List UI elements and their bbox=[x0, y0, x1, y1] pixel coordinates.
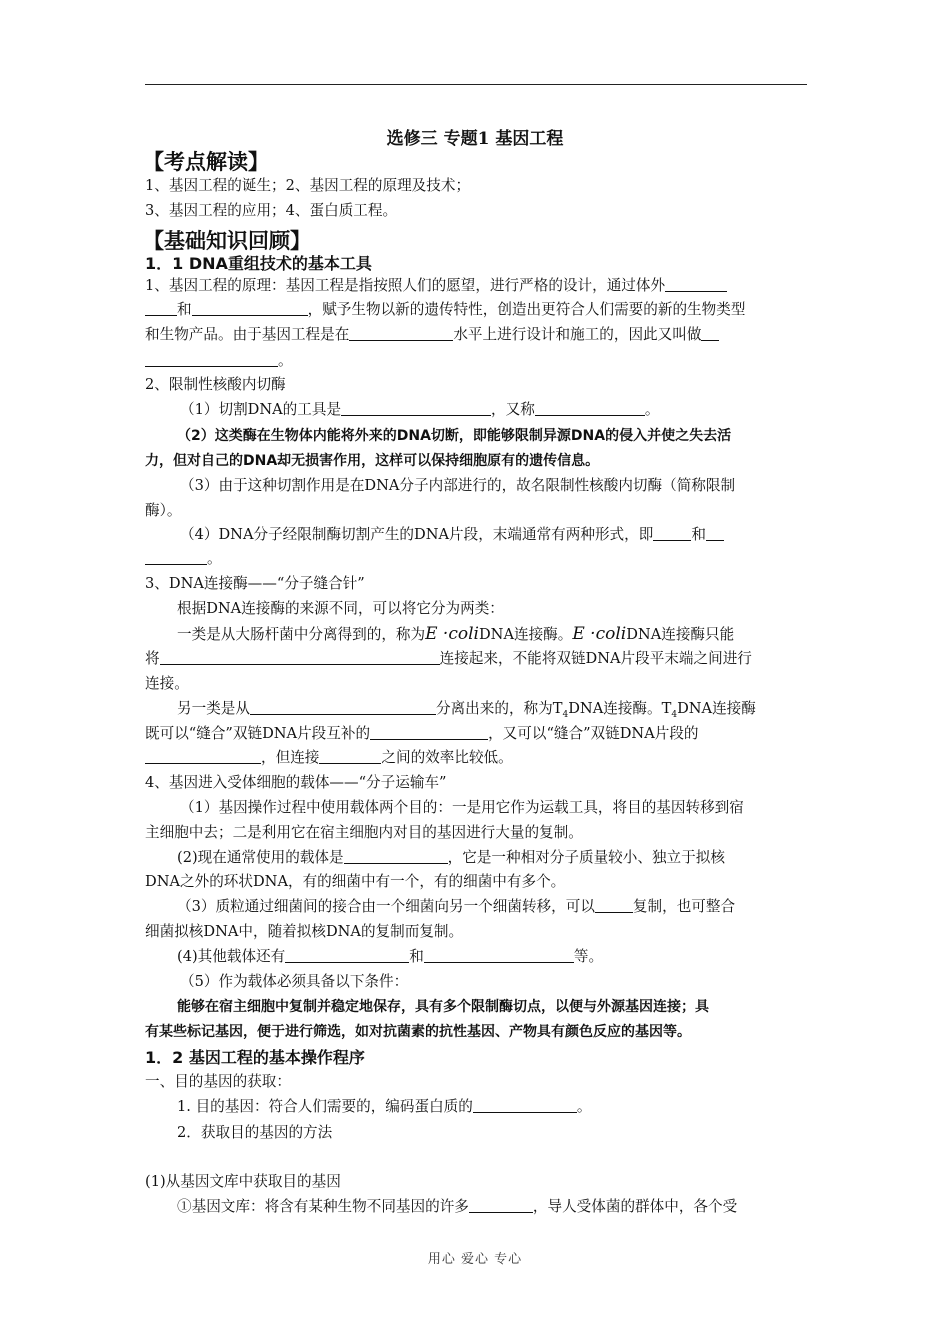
fill-blank[interactable] bbox=[145, 300, 177, 316]
text: (4)其他载体还有 bbox=[177, 948, 286, 965]
fill-blank[interactable] bbox=[665, 276, 727, 292]
text: 分离出来的，称为T bbox=[435, 700, 563, 717]
fill-blank[interactable] bbox=[160, 649, 440, 665]
fill-blank[interactable] bbox=[706, 525, 724, 541]
text: 等。 bbox=[573, 948, 604, 965]
item-heading: 一、目的基因的获取： bbox=[145, 1073, 291, 1090]
text: 和生物产品。由于基因工程是在 bbox=[145, 326, 350, 343]
fill-blank[interactable] bbox=[424, 947, 574, 963]
paragraph-line bbox=[145, 323, 810, 347]
fill-blank[interactable] bbox=[595, 897, 633, 913]
page-title: 选修三 专题1 基因工程 bbox=[386, 129, 564, 149]
item-heading: 2、限制性核酸内切酶 bbox=[145, 376, 286, 393]
text: DNA连接酶只能 bbox=[626, 626, 735, 643]
paragraph-line: 细菌拟核DNA中，随着拟核DNA的复制而复制。 bbox=[145, 923, 464, 940]
text: ，它是一种相对分子质量较小、独立于拟核 bbox=[447, 849, 725, 866]
text: 1、基因工程的原理：基因工程是指按照人们的愿望，进行严格的设计，通过体外 bbox=[145, 277, 666, 294]
fill-blank[interactable] bbox=[473, 1097, 577, 1113]
text: 和 bbox=[409, 948, 424, 965]
text: DNA连接酶。T bbox=[568, 700, 672, 717]
text: 一类是从大肠杆菌中分离得到的，称为 bbox=[177, 626, 426, 643]
text: 1. 目的基因：符合人们需要的，编码蛋白质的 bbox=[177, 1098, 473, 1115]
fill-blank[interactable] bbox=[145, 351, 278, 367]
section-heading-kaodian: 【考点解读】 bbox=[143, 150, 269, 174]
fill-blank[interactable] bbox=[341, 400, 491, 416]
paragraph-line bbox=[145, 547, 810, 571]
text: ①基因文库：将含有某种生物不同基因的许多 bbox=[177, 1198, 469, 1215]
text: 。 bbox=[576, 1098, 592, 1115]
text: 和 bbox=[691, 526, 706, 543]
kaodian-line-1: 1、基因工程的诞生；2、基因工程的原理及技术； bbox=[145, 177, 471, 194]
paragraph-line bbox=[180, 398, 845, 422]
fill-blank[interactable] bbox=[145, 748, 261, 764]
subsection-heading-1-1: 1．1 DNA重组技术的基本工具 bbox=[145, 254, 372, 273]
paragraph-line: （5）作为载体必须具备以下条件： bbox=[180, 973, 409, 990]
text: ，但连接 bbox=[261, 749, 320, 766]
paragraph-line bbox=[145, 722, 810, 746]
subscript: 4 bbox=[562, 709, 569, 720]
paragraph-line: 连接。 bbox=[145, 675, 189, 692]
text: 。 bbox=[207, 550, 222, 567]
ecoli-term: E ·coli bbox=[425, 624, 479, 644]
paragraph-line bbox=[145, 746, 810, 770]
text: (2)现在通常使用的载体是 bbox=[177, 849, 344, 866]
subscript: 4 bbox=[671, 709, 678, 720]
fill-blank[interactable] bbox=[319, 748, 381, 764]
paragraph-line: 2．获取目的基因的方法 bbox=[177, 1124, 333, 1141]
section-heading-jichu: 【基础知识回顾】 bbox=[143, 229, 311, 253]
item-heading: 3、DNA连接酶——“分子缝合针” bbox=[145, 575, 365, 592]
header-rule bbox=[145, 84, 807, 85]
text: 和 bbox=[177, 301, 192, 318]
paragraph-line bbox=[145, 298, 810, 322]
subsection-heading-1-2: 1．2 基因工程的基本操作程序 bbox=[145, 1048, 365, 1067]
paragraph-line bbox=[177, 1095, 810, 1119]
fill-blank[interactable] bbox=[285, 947, 409, 963]
fill-blank[interactable] bbox=[370, 724, 488, 740]
paragraph-line: 主细胞中去；二是利用它在宿主细胞内对目的基因进行大量的复制。 bbox=[145, 824, 583, 841]
paragraph-line bbox=[177, 1195, 810, 1219]
text: DNA连接酶。 bbox=[478, 626, 573, 643]
paragraph-line bbox=[177, 846, 810, 870]
text: 连接起来，不能将双链DNA片段平末端之间进行 bbox=[439, 650, 752, 667]
text: 之间的效率比较低。 bbox=[381, 749, 513, 766]
fill-blank[interactable] bbox=[250, 699, 436, 715]
paragraph-line bbox=[177, 945, 810, 969]
paragraph-line bbox=[145, 647, 810, 671]
text: 水平上进行设计和施工的，因此又叫做 bbox=[453, 326, 702, 343]
fill-blank[interactable] bbox=[192, 300, 308, 316]
paragraph-line bbox=[180, 523, 845, 547]
text: ，又可以“缝合”双链DNA片段的 bbox=[488, 725, 699, 742]
paragraph-line: (1)从基因文库中获取目的基因 bbox=[145, 1173, 341, 1190]
text: 另一类是从 bbox=[177, 700, 250, 717]
text: 将 bbox=[145, 650, 160, 667]
bold-line: 能够在宿主细胞中复制并稳定地保存，具有多个限制酶切点，以便与外源基因连接；具 bbox=[177, 999, 709, 1015]
bold-line: 力，但对自己的DNA却无损害作用，这样可以保持细胞原有的遗传信息。 bbox=[145, 453, 600, 469]
text: 复制，也可整合 bbox=[632, 898, 736, 915]
paragraph-line: 酶）。 bbox=[145, 502, 182, 519]
paragraph-line bbox=[145, 349, 810, 373]
fill-blank[interactable] bbox=[653, 525, 691, 541]
text: （4）DNA分子经限制酶切割产生的DNA片段，末端通常有两种形式，即 bbox=[180, 526, 654, 543]
text: （1）切割DNA的工具是 bbox=[180, 401, 342, 418]
text: ，导人受体菌的群体中，各个受 bbox=[532, 1198, 738, 1215]
fill-blank[interactable] bbox=[469, 1197, 533, 1213]
paragraph-line bbox=[145, 274, 810, 298]
paragraph-line: DNA之外的环状DNA，有的细菌中有一个，有的细菌中有多个。 bbox=[145, 873, 566, 890]
fill-blank[interactable] bbox=[535, 400, 645, 416]
fill-blank[interactable] bbox=[344, 848, 448, 864]
text: （3）质粒通过细菌间的接合由一个细菌向另一个细菌转移，可以 bbox=[177, 898, 595, 915]
paragraph-line bbox=[177, 622, 810, 647]
bold-line: 有某些标记基因，便于进行筛选，如对抗菌素的抗性基因、产物具有颜色反应的基因等。 bbox=[145, 1024, 691, 1040]
text: 。 bbox=[278, 352, 293, 369]
ecoli-term: E ·coli bbox=[572, 624, 627, 644]
fill-blank[interactable] bbox=[701, 325, 719, 341]
text: 既可以“缝合”双链DNA片段互补的 bbox=[145, 725, 371, 742]
text: 。 bbox=[644, 401, 660, 418]
fill-blank[interactable] bbox=[349, 325, 453, 341]
bold-line: （2）这类酶在生物体内能将外来的DNA切断，即能够限制异源DNA的侵入并使之失去活 bbox=[177, 428, 732, 444]
text: ，赋予生物以新的遗传特性，创造出更符合人们需要的新的生物类型 bbox=[307, 301, 746, 318]
fill-blank[interactable] bbox=[145, 549, 207, 565]
kaodian-line-2: 3、基因工程的应用；4、蛋白质工程。 bbox=[145, 202, 398, 219]
page-footer: 用心 爱心 专心 bbox=[427, 1252, 523, 1267]
text: ，又称 bbox=[491, 401, 535, 418]
paragraph-line bbox=[177, 895, 810, 919]
paragraph-line: （3）由于这种切割作用是在DNA分子内部进行的，故名限制性核酸内切酶（简称限制 bbox=[180, 477, 736, 494]
text: DNA连接酶 bbox=[677, 700, 756, 717]
paragraph-line: 根据DNA连接酶的来源不同，可以将它分为两类： bbox=[177, 600, 504, 617]
paragraph-line: （1）基因操作过程中使用载体两个目的：一是用它作为运载工具，将目的基因转移到宿 bbox=[180, 799, 744, 816]
item-heading: 4、基因进入受体细胞的载体——“分子运输车” bbox=[145, 774, 447, 791]
